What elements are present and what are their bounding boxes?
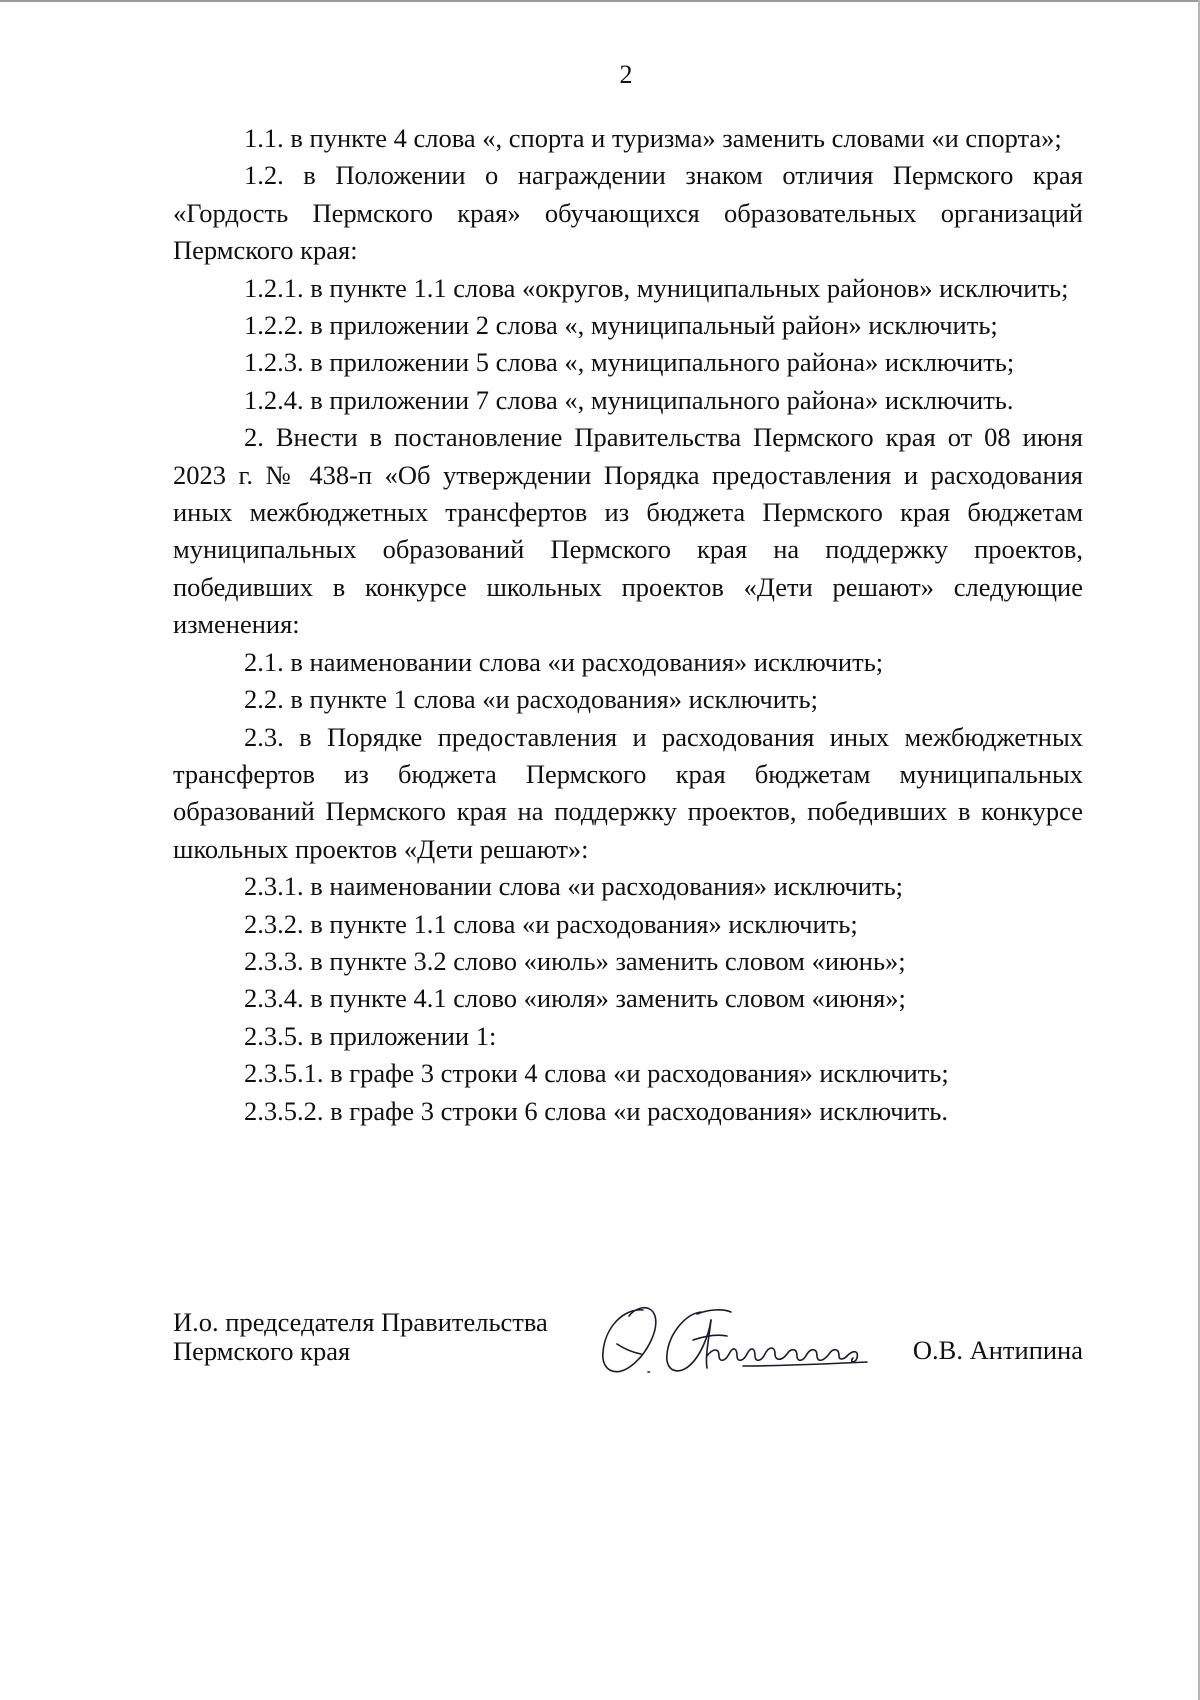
signatory-title [173, 1308, 548, 1366]
paragraph-1-2: 1.2. в Положении о награждении знаком отличия Пермского края «Гордость Пермского края» обучающихся образовательных организаций Пермского края: [173, 160, 1083, 266]
signatory-title-line-2: Пермского края [173, 1336, 351, 1366]
paragraph-2-2: 2.2. в пункте 1 слова «и расходования» исключить; [244, 684, 818, 715]
signatory-name: О.В. Антипина [912, 1335, 1083, 1365]
paragraph-2-3-5-1: 2.3.5.1. в графе 3 строки 4 слова «и расходования» исключить; [244, 1058, 949, 1089]
paragraph-2-3: 2.3. в Порядке предоставления и расходования иных межбюджетных трансфертов из бюджета Пермского края бюджетам муниципальных образований Пермского края на поддержку проектов, победивших в конкурсе школьных проектов «Дети решают»: [173, 721, 1083, 864]
paragraph-2-3-2: 2.3.2. в пункте 1.1 слова «и расходования» исключить; [244, 908, 858, 939]
paragraph-1-2-3: 1.2.3. в приложении 5 слова «, муниципального района» исключить; [244, 347, 1015, 378]
signature-block [173, 1308, 1083, 1398]
page-number: 2 [619, 60, 633, 89]
paragraph-1-2-2: 1.2.2. в приложении 2 слова «, муниципальный район» исключить; [244, 310, 998, 341]
paragraph-2-3-3: 2.3.3. в пункте 3.2 слово «июль» заменить словом «июнь»; [244, 945, 906, 976]
scan-edge-top [0, 0, 1200, 2]
handwritten-signature [593, 1300, 903, 1380]
paragraph-2-1: 2.1. в наименовании слова «и расходования» исключить; [244, 646, 884, 677]
paragraph-2-3-5: 2.3.5. в приложении 1: [244, 1020, 497, 1051]
paragraph-1-2-1: 1.2.1. в пункте 1.1 слова «округов, муниципальных районов» исключить; [244, 272, 1069, 303]
paragraph-1-2-4: 1.2.4. в приложении 7 слова «, муниципального района» исключить. [244, 384, 1014, 415]
paragraph-2: 2. Внести в постановление Правительства Пермского края от 08 июня 2023 г. № 438-п «Об утверждении Порядка предоставления и расходования иных межбюджетных трансфертов из бюджета Пермского края бюджетам муниципальных образований Пермского края на поддержку проектов, победивших в конкурсе школьных проектов «Дети решают» следующие изменения: [173, 422, 1083, 640]
signatory-title-line-1: И.о. председателя Правительства [173, 1307, 548, 1337]
document-body [173, 120, 1083, 1130]
paragraph-2-3-5-2: 2.3.5.2. в графе 3 строки 6 слова «и расходования» исключить. [244, 1095, 949, 1126]
paragraph-1-1: 1.1. в пункте 4 слова «, спорта и туризма» заменить словами «и спорта»; [244, 123, 1062, 153]
paragraph-2-3-1: 2.3.1. в наименовании слова «и расходования» исключить; [244, 871, 904, 902]
paragraph-2-3-4: 2.3.4. в пункте 4.1 слово «июля» заменить словом «июня»; [244, 983, 906, 1014]
